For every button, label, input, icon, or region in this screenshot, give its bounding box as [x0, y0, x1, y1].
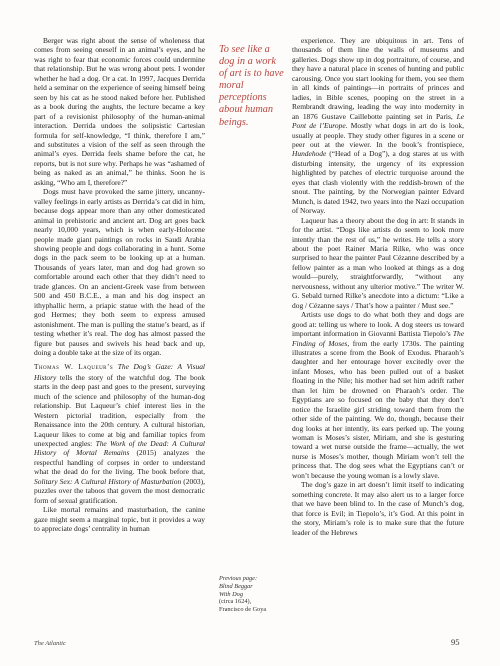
caption-date: (circa 1624),	[219, 598, 252, 606]
body-paragraph: Laqueur has a theory about the dog in art: It stands in for the artist. “Dogs like artists do seem to look more intently than the rest of us,” he writes. He tells a story about the poet Rainer Maria Rilke, who was once surprised to hear the painter Paul Cézanne described by a fellow painter as a man who looked at things as a dog would—purely, straightforwardly, “without any nervousness, without any ulterior motive.” The writer W. G. Sebald turned Rilke’s anecdote into a dictum: “Like a dog / Cézanne says / That’s how a painter / Must see.”	[292, 215, 464, 310]
left-text-column	[34, 36, 205, 534]
body-text: Artists use dogs to do what both they and dogs are good at: telling us where to look. A dog steers us toward important information in Giovanni Battista Tiepolo’s	[292, 310, 464, 339]
body-paragraph: Berger was right about the sense of wholeness that comes from seeing oneself in an animal’s eyes, and he was right to fear that economic forces could undermine that relationship. But he was wrong about pets. I wonder whether he had a dog. Or a cat. In 1997, Jacques Derrida held a seminar on the experience of seeing himself being seen by his cat as he stood naked before her. Published as a book during the aughts, the lecture became a key part of a revisionist philosophy of the human-animal interaction. Derrida undoes the solipsistic Cartesian formula for self-knowledge, “I think, therefore I am,” and substitutes a vision of the self as seen through the animal’s eyes. Derrida feels shame before the cat, he reports, but is not sure why. Perhaps he was “ashamed of being as naked as an animal,” he thinks. Soon he is asking, “Who am I, therefore?”	[34, 36, 205, 187]
body-text: (“Head of a Dog”), a dog stares at us with disturbing intensity, the urgency of its expression highlighted by patches of electric turquoise around the eyes that clash violently with the reddish-brown of the snout. The painting, by the Norwegian painter Edvard Munch, is dated 1942, two years into the Nazi occupation of Norway.	[292, 149, 464, 216]
body-paragraph: Dogs must have provoked the same jittery, uncanny-valley feelings in early artists as Derrida’s cat did in him, because dogs appear more than any other domesticated animal in prehistoric and ancient art. Dog art goes back nearly 10,000 years, which is when early-Holocene people made giant paintings on rocks in Saudi Arabia showing people and dogs collaborating in a hunt. Some dogs in the pack seem to be looking up at a human. Thousands of years later, man and dog had grown so comfortable around each other that they didn’t need to trade glances. On an ancient-Greek vase from between 500 and 450 B.C.E., a man and his dog inspect an ithyphallic herm, a priapic statue with the head of the god Hermes; they both seem to express amused astonishment. The man is pulling the statue’s beard, as if testing whether it’s real. The dog has almost passed the figure but pauses and swivels his head back and up, doing a double take at the size of its organ.	[34, 187, 205, 357]
body-text: from the early 1730s. The painting illustrates a scene from the Book of Exodus. Pharaoh’s daughter and her entourage hover excitedly over the infant Moses, who has been pulled out of a basket floating in the Nile; his mother had set him adrift rather than let him be drowned on Pharaoh’s order. The Egyptians are so focused on the baby that they don’t notice the Israelite girl striding toward them from the other side of the painting. We do, though, because their dog looks at her intently, its ears perked up. The young woman is Moses’s sister, Miriam, and she is gesturing toward a wet nurse outside the frame—actually, the wet nurse is Moses’s mother, though Miriam won’t tell the princess that. The dog sees what the Egyptians can’t or won’t because the young woman is a lowly slave.	[292, 338, 465, 480]
body-paragraph	[292, 36, 464, 216]
artwork-title: The Finding of Moses,	[292, 329, 464, 348]
section-paragraph	[34, 362, 205, 505]
body-text: (2015) analyzes the respectful handling of corpses in order to understand what the dead do for the living. The book before that,	[34, 448, 205, 477]
body-paragraph: The dog’s gaze in art doesn’t limit itself to indicating something concrete. It may also alert us to a larger force that we have been blind to. In the case of Munch’s dog, that force is Evil; in Tiepolo’s, it’s God. At this point in the story, Miriam’s role is to make sure that the future leader of the Hebrews	[292, 480, 464, 537]
body-text: tells the story of the watchful dog. The book starts in the deep past and goes to the present, surveying much of the science and philosophy of the human-dog relationship. But Laqueur’s chief interest lies in the Western pictorial tradition, especially from the Renaissance into the 20th century. A cultural historian, Laqueur likes to come at big and familiar topics from unexpected angles:	[34, 372, 206, 449]
publication-name: The Atlantic	[34, 640, 66, 647]
caption-artwork-title: With Dog	[219, 590, 243, 598]
pull-quote: To see like a dog in a work of art is to have moral perceptions about human beings.	[219, 44, 284, 128]
body-text: experience. They are ubiquitous in art. Tens of thousands of them line the walls of museums and galleries. Dogs show up in dog portraiture, of course, and they have a natural place in scenes of hunting and public carousing. Once you start looking for them, you see them in all kinds of paintings—in portraits of princes and ladies, in Bible scenes, pooping on the street in a Rembrandt drawing, leading the way into modernity in an 1876 Gustave Caillebotte painting set in Paris,	[292, 36, 464, 121]
caption-artwork-title: Blind Beggar	[219, 582, 253, 590]
caption-artist: Francisco de Goya	[219, 606, 267, 614]
image-caption	[219, 575, 283, 614]
book-title: The Work of the Dead: A Cultural History of Mortal Remains	[34, 439, 206, 458]
body-text: (2003), puzzles over the taboos that govern the most democratic form of sexual gratification.	[34, 476, 205, 505]
body-paragraph: Like mortal remains and masturbation, the canine gaze might seem a marginal topic, but it provides a way to appreciate dogs’ centrality in human	[34, 505, 205, 534]
body-text: Mostly what dogs in art do is look, usually at people. They study other figures in a scene or peer out at the viewer. In the book’s frontispiece,	[292, 121, 465, 149]
book-title: Solitary Sex: A Cultural History of Masturbation	[34, 476, 182, 486]
section-lead-in: Thomas W. Laqueur’s	[34, 363, 114, 372]
artwork-title: Hundehode	[292, 149, 327, 159]
page-number: 95	[451, 637, 460, 647]
right-text-column	[292, 36, 464, 537]
caption-line: Previous page:	[219, 575, 258, 582]
body-paragraph	[292, 310, 464, 480]
book-title: The Dog’s Gaze: A Visual History	[34, 362, 205, 382]
artwork-title: Le Pont de l’Europe.	[292, 111, 464, 131]
